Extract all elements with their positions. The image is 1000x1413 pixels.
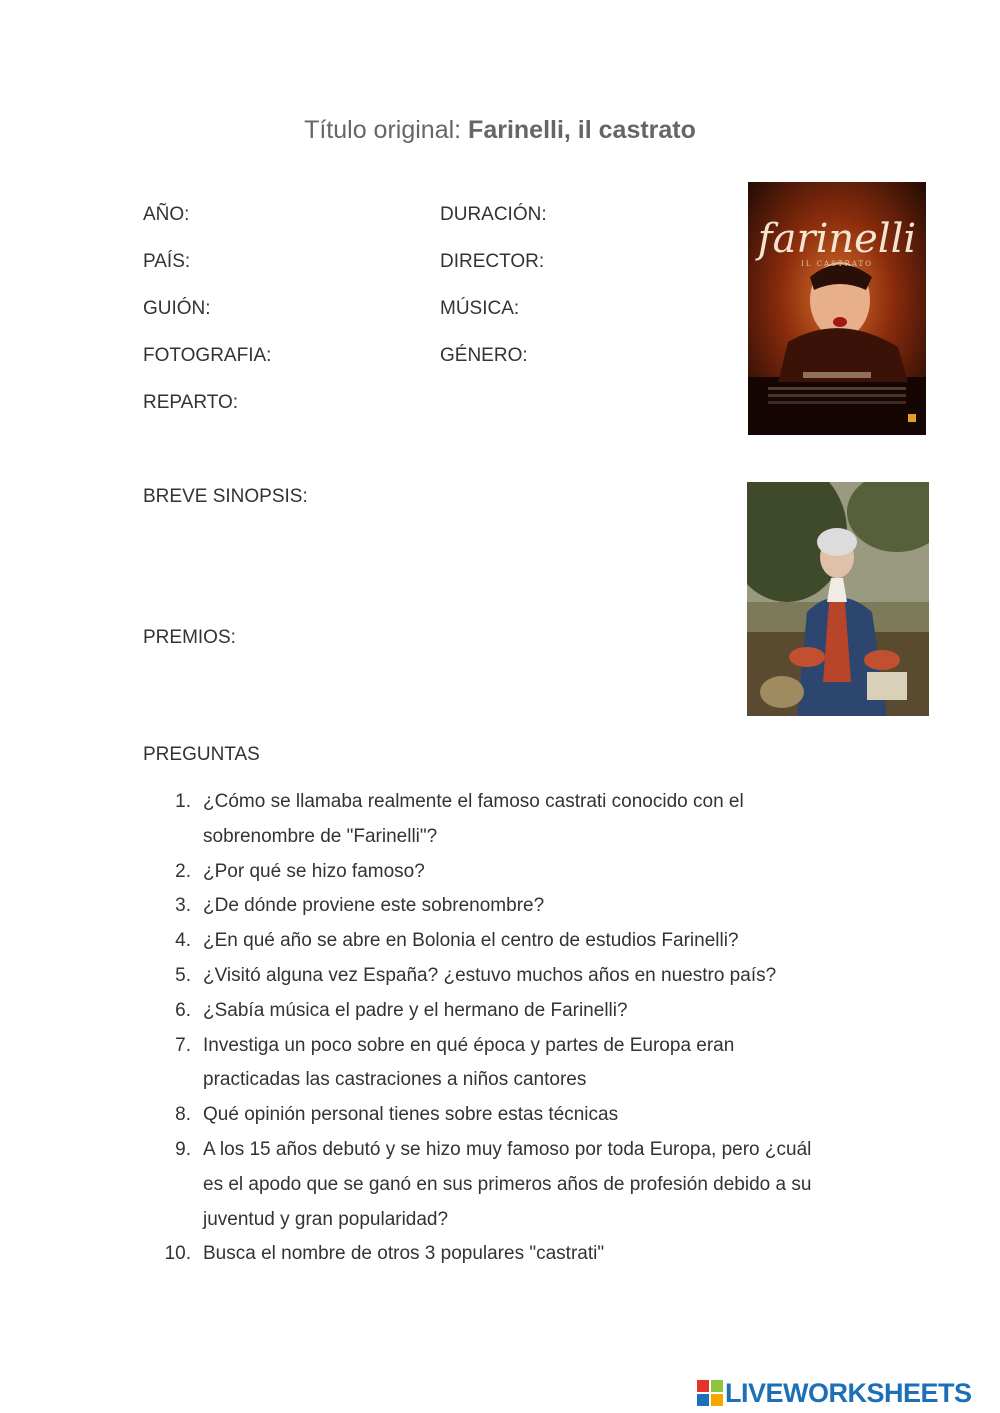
- question-number: 1.: [175, 791, 191, 812]
- liveworksheets-logo: [697, 1376, 997, 1410]
- question-text-line: ¿En qué año se abre en Bolonia el centro de estudios Farinelli?: [203, 930, 739, 952]
- liveworksheets-logo-icon: [697, 1380, 723, 1406]
- title-film-name: Farinelli, il castrato: [468, 116, 696, 144]
- question-text-line: Busca el nombre de otros 3 populares "castrati": [203, 1243, 605, 1265]
- question-number: 2.: [175, 860, 191, 882]
- question-number: 4.: [175, 930, 191, 952]
- question-number: 6.: [175, 999, 191, 1021]
- question-text-line: ¿De dónde proviene este sobrenombre?: [203, 895, 545, 917]
- liveworksheets-logo-text: LIVEWORKSHEETS: [725, 1378, 972, 1408]
- farinelli-portrait-image: [747, 482, 929, 716]
- question-number: 10.: [164, 1243, 191, 1265]
- question-number: 8.: [175, 1104, 191, 1126]
- field-reparto: REPARTO:: [143, 392, 239, 413]
- question-text-line: ¿Visitó alguna vez España? ¿estuvo muchos años en nuestro país?: [203, 965, 777, 986]
- field-ano: AÑO:: [143, 204, 190, 225]
- field-duracion: DURACIÓN:: [440, 204, 547, 225]
- question-number: 7.: [175, 1034, 191, 1056]
- movie-poster-image: [748, 182, 926, 435]
- preguntas-heading: PREGUNTAS: [143, 744, 260, 765]
- question-text-line: ¿Por qué se hizo famoso?: [203, 860, 425, 882]
- question-text-line: A los 15 años debutó y se hizo muy famoso por toda Europa, pero ¿cuál: [203, 1139, 812, 1160]
- question-text-line: Investiga un poco sobre en qué época y partes de Europa eran: [203, 1034, 735, 1056]
- question-text-line: sobrenombre de "Farinelli"?: [203, 825, 438, 847]
- question-text-line: es el apodo que se ganó en sus primeros años de profesión debido a su: [203, 1173, 812, 1195]
- poster-subtitle-text: IL CASTRATO: [801, 260, 873, 268]
- question-text-line: ¿Cómo se llamaba realmente el famoso castrati conocido con el: [203, 791, 744, 812]
- field-musica: MÚSICA:: [440, 298, 520, 319]
- field-director: DIRECTOR:: [440, 251, 545, 272]
- field-guion: GUIÓN:: [143, 298, 211, 319]
- question-number: 5.: [175, 965, 191, 986]
- question-text-line: juventud y gran popularidad?: [203, 1208, 449, 1230]
- poster-title-text: farinelli: [757, 216, 917, 262]
- field-genero: GÉNERO:: [440, 345, 528, 366]
- field-premios: PREMIOS:: [143, 627, 236, 648]
- document-title: [0, 116, 1000, 145]
- question-number: 3.: [175, 895, 191, 917]
- question-text-line: Qué opinión personal tienes sobre estas técnicas: [203, 1104, 619, 1126]
- title-prefix: Título original:: [304, 116, 469, 144]
- question-text-line: ¿Sabía música el padre y el hermano de Farinelli?: [203, 999, 628, 1021]
- question-number: 9.: [175, 1139, 191, 1160]
- question-text-line: practicadas las castraciones a niños cantores: [203, 1069, 587, 1091]
- field-fotografia: FOTOGRAFIA:: [143, 345, 272, 366]
- field-sinopsis: BREVE SINOPSIS:: [143, 486, 308, 507]
- field-pais: PAÍS:: [143, 251, 191, 272]
